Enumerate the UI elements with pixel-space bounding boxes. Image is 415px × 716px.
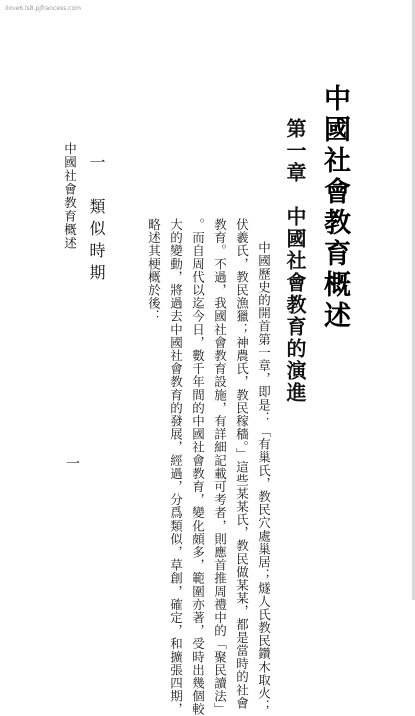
chapter-title: 第一章 中國社會教育的演進: [283, 118, 307, 404]
book-title: 中國社會教育概述: [319, 84, 350, 332]
running-head: 中國社會教育概述: [62, 142, 78, 250]
watermark: ilove6.ls8.pjfrancess.com: [5, 5, 81, 12]
body-line-3: 教育。不過，我國社會教育設施，有詳細記載可考者，則應首推周禮中的「聚民讀法」: [212, 218, 228, 716]
body-line-5: 大的變動，將過去中國社會教育的發展，經過，分爲類似，草創，確定，和擴張四期，: [168, 218, 184, 716]
body-line-6: 略述其梗概於後：: [146, 218, 162, 323]
body-line-1: 中國歷史的開首第一章，即是：「有巢氏，教民穴處巢居；燧人氏教民鑽木取火；: [256, 228, 272, 713]
body-line-4: 。而自周代以迄今日，數千年間的中國社會教育，變化頗多，範圍亦著，受時出幾個較: [190, 218, 206, 716]
page-number: 一: [64, 456, 80, 470]
section-heading: 一 類似時期: [87, 154, 106, 286]
body-line-2: 伏羲氏，教民漁獵；神農氏，教民稼穡。」這些某某氏，教民做某某，都是當時的社會: [234, 218, 250, 710]
